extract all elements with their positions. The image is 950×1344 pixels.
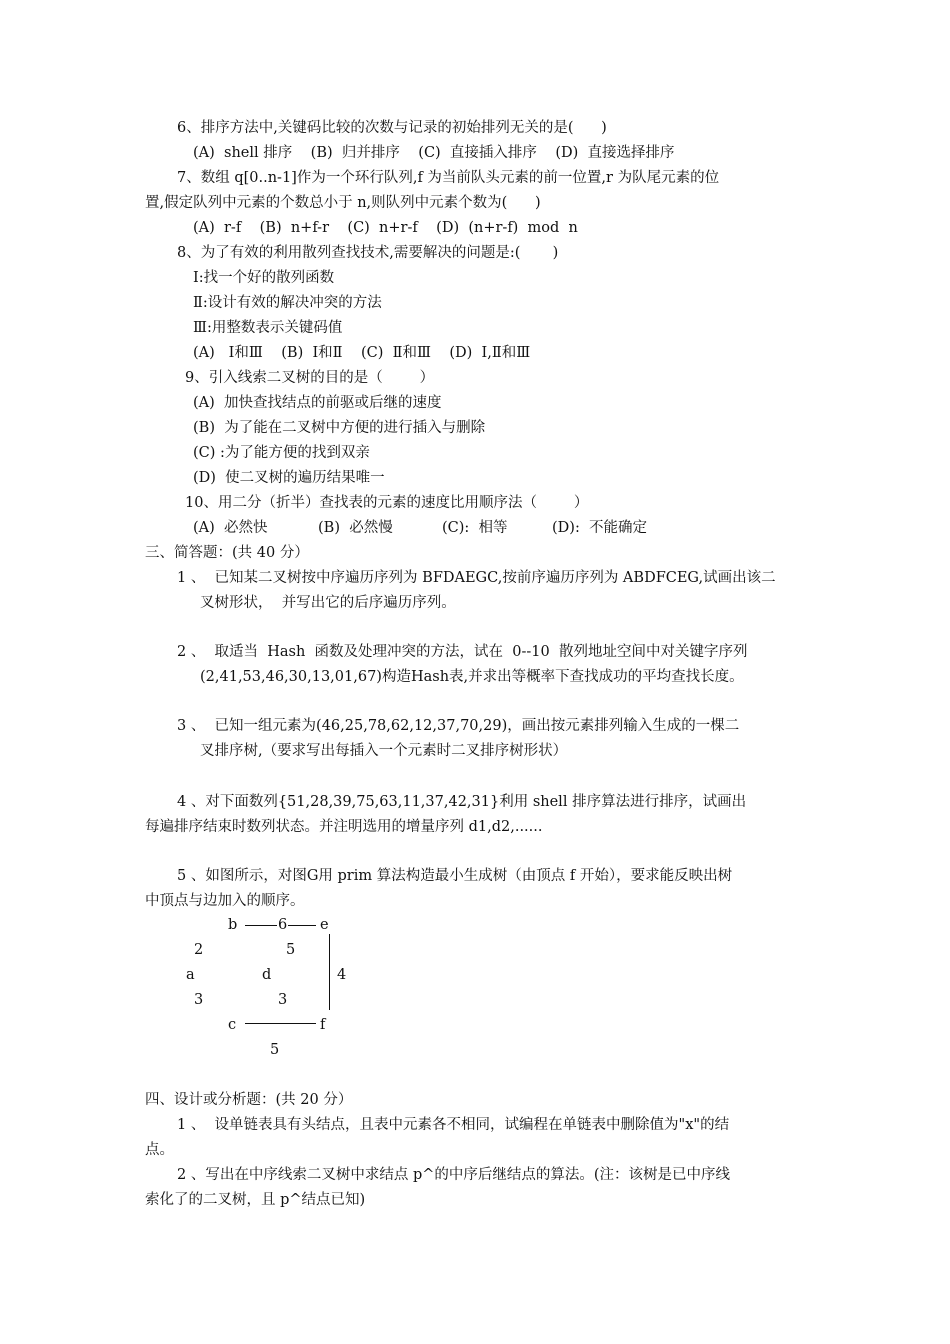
weight-d-f: 3 <box>278 992 288 1008</box>
q9-stem: 9、引入线索二叉树的目的是（ ） <box>185 370 435 386</box>
q9-option-a: (A) 加快查找结点的前驱或后继的速度 <box>193 395 442 411</box>
edge-e-f <box>329 934 330 1010</box>
q10-option-b: (B) 必然慢 <box>318 520 393 536</box>
s4-problem-2-line1: 2 、写出在中序线索二叉树中求结点 p^的中序后继结点的算法。(注：该树是已中序线 <box>177 1167 731 1183</box>
vertex-e: e <box>320 917 329 933</box>
s3-problem-4-line2: 每遍排序结束时数列状态。并注明选用的增量序列 d1,d2,...... <box>145 819 543 835</box>
s3-problem-1-line1: 1 、 已知某二叉树按中序遍历序列为 BFDAEGC,按前序遍历序列为 ABDFCEG,试画出该二 <box>177 570 776 586</box>
s4-problem-1-line1: 1 、 设单链表具有头结点，且表中元素各不相同，试编程在单链表中删除值为"x"的结 <box>177 1117 730 1133</box>
s4-problem-2-line2: 索化了的二叉树，且 p^结点已知) <box>145 1192 366 1208</box>
q8-item-1: Ⅰ:找一个好的散列函数 <box>193 270 335 286</box>
q7-stem-line2: 置,假定队列中元素的个数总小于 n,则队列中元素个数为( ) <box>145 195 541 211</box>
q8-item-3: Ⅲ:用整数表示关键码值 <box>193 320 343 336</box>
q7-stem-line1: 7、数组 q[0..n-1]作为一个环行队列,f 为当前队头元素的前一位置,r 为队尾元素的位 <box>177 170 720 186</box>
q10-option-c: (C): 相等 <box>442 520 508 536</box>
q6-stem: 6、排序方法中,关键码比较的次数与记录的初始排列无关的是( ) <box>177 120 607 136</box>
q9-option-b: (B) 为了能在二叉树中方便的进行插入与删除 <box>193 420 486 436</box>
section-3-heading: 三、简答题：(共 40 分） <box>145 545 309 561</box>
s3-problem-5-line2: 中顶点与边加入的顺序。 <box>145 893 305 909</box>
weight-a-c: 3 <box>194 992 204 1008</box>
edge-c-f <box>245 1023 316 1024</box>
weight-d-e: 5 <box>286 942 296 958</box>
q8-item-2: Ⅱ:设计有效的解决冲突的方法 <box>193 295 382 311</box>
vertex-d: d <box>262 967 272 983</box>
q8-stem: 8、为了有效的利用散列查找技术,需要解决的问题是:( ) <box>177 245 559 261</box>
q7-options: (A) r-f (B) n+f-r (C) n+r-f (D) (n+r-f) mod n <box>193 220 578 236</box>
weight-a-b: 2 <box>194 942 204 958</box>
s3-problem-1-line2: 叉树形状， 并写出它的后序遍历序列。 <box>200 595 456 611</box>
vertex-c: c <box>228 1017 237 1033</box>
q10-option-d: (D): 不能确定 <box>552 520 648 536</box>
section-4-heading: 四、设计或分析题：(共 20 分） <box>145 1092 353 1108</box>
s3-problem-2-line2: (2,41,53,46,30,13,01,67)构造Hash表,并求出等概率下查找成功的平均查找长度。 <box>200 669 744 685</box>
weight-b-e: 6 <box>278 917 288 933</box>
s4-problem-1-line2: 点。 <box>145 1142 174 1158</box>
q10-option-a: (A) 必然快 <box>193 520 268 536</box>
s3-problem-3-line1: 3 、 已知一组元素为(46,25,78,62,12,37,70,29)，画出按元素排列输入生成的一棵二 <box>177 718 740 734</box>
q9-option-d: (D) 使二叉树的遍历结果唯一 <box>193 470 385 486</box>
q9-option-c: (C) :为了能方便的找到双亲 <box>193 445 370 461</box>
s3-problem-5-line1: 5 、如图所示，对图G用 prim 算法构造最小生成树（由顶点 f 开始），要求能反映出树 <box>177 868 733 884</box>
s3-problem-2-line1: 2 、 取适当 Hash 函数及处理冲突的方法，试在 0--10 散列地址空间中对关键字序列 <box>177 644 748 660</box>
vertex-a: a <box>186 967 195 983</box>
vertex-b: b <box>228 917 238 933</box>
weight-c-f: 5 <box>270 1042 280 1058</box>
weight-e-f: 4 <box>337 967 347 983</box>
s3-problem-3-line2: 叉排序树,（要求写出每插入一个元素时二叉排序树形状） <box>200 743 568 759</box>
q10-stem: 10、用二分（折半）查找表的元素的速度比用顺序法（ ） <box>185 495 589 511</box>
s3-problem-4-line1: 4 、对下面数列{51,28,39,75,63,11,37,42,31}利用 shell 排序算法进行排序，试画出 <box>177 794 747 810</box>
vertex-f: f <box>320 1017 326 1033</box>
q6-options: (A) shell 排序 (B) 归并排序 (C) 直接插入排序 (D) 直接选择排序 <box>193 145 675 161</box>
q8-options: (A) Ⅰ和Ⅲ (B) Ⅰ和Ⅱ (C) Ⅱ和Ⅲ (D) Ⅰ,Ⅱ和Ⅲ <box>193 345 531 361</box>
